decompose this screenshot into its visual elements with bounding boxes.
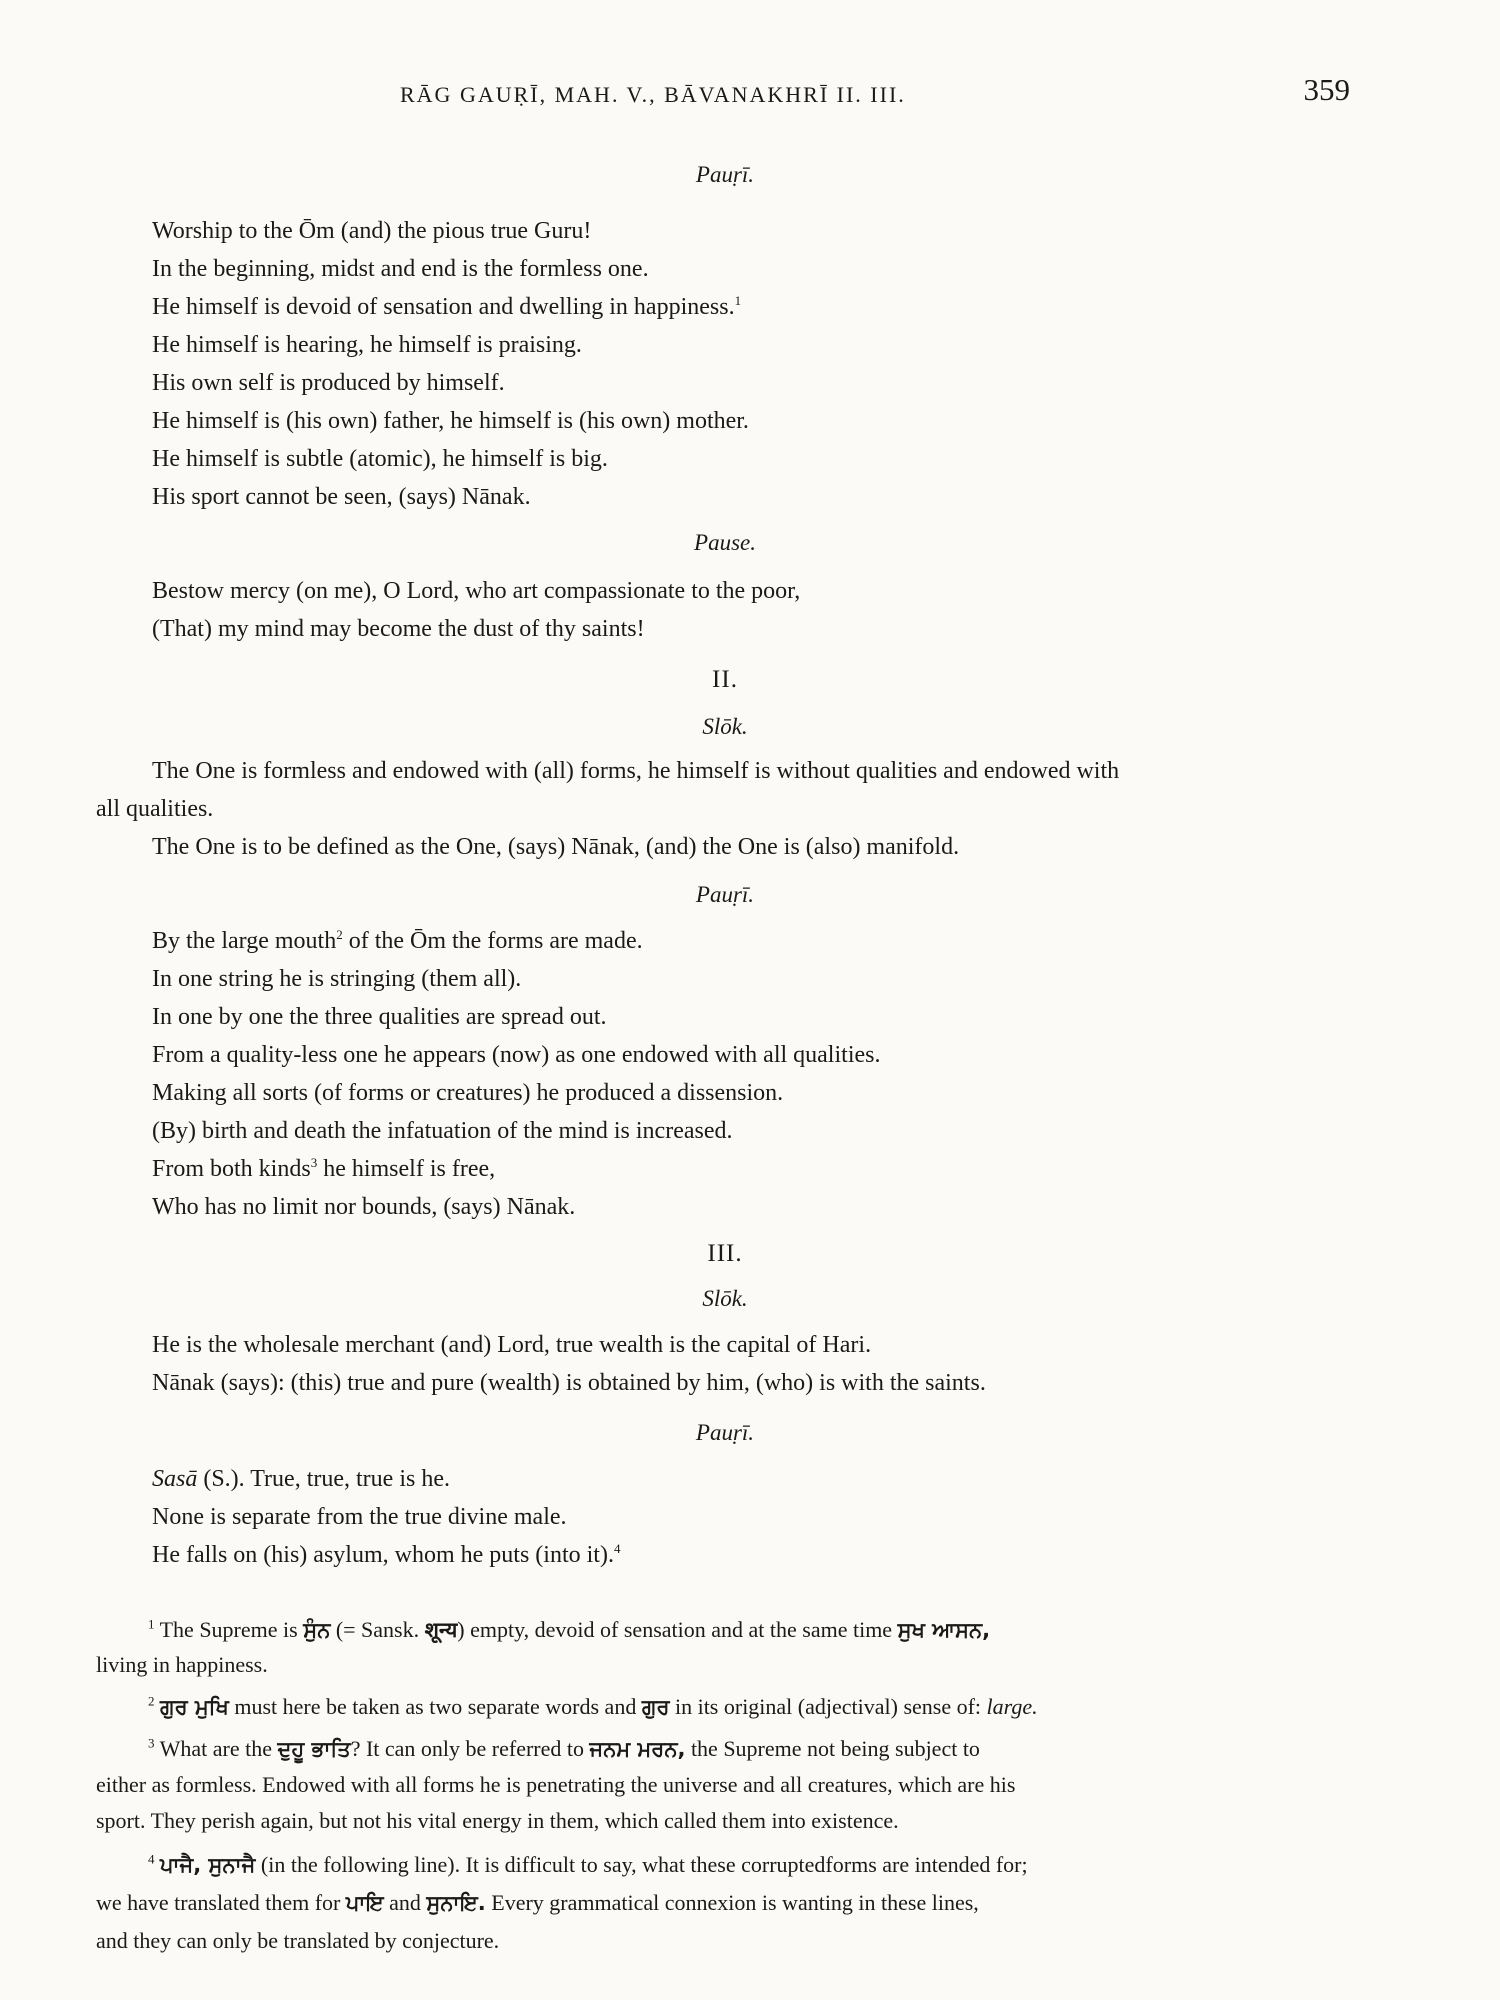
footnote-ref: 2	[336, 927, 343, 942]
footnote-4	[148, 1852, 1028, 1878]
slok-text: Nānak (says): (this) true and pure (wealth) is obtained by him, (who) is with the saints.	[152, 1370, 986, 1396]
footnote-text: the Supreme not being subject to	[685, 1736, 980, 1761]
footnote-text: The Supreme is	[159, 1617, 304, 1642]
gurmukhi-word: ਗੁਰ	[641, 1695, 670, 1719]
verse-line: He himself is subtle (atomic), he himself is big.	[152, 446, 608, 472]
slok-text: The One is to be defined as the One, (says) Nānak, (and) the One is (also) manifold.	[152, 834, 960, 860]
gurmukhi-word: ਸੁਨਾਇ.	[426, 1891, 486, 1915]
footnote-1	[148, 1616, 990, 1644]
verse-line	[152, 1156, 495, 1183]
footnote-text: ? It can only be referred to	[350, 1736, 590, 1761]
footnote-ref: 3	[310, 1155, 318, 1170]
footnote-text: (= Sansk.	[330, 1617, 425, 1642]
slok-text: He is the wholesale merchant (and) Lord, true wealth is the capital of Hari.	[152, 1332, 872, 1358]
verse-text: From both kinds	[152, 1156, 311, 1182]
slok-text: all qualities.	[96, 796, 214, 822]
section-number: II.	[712, 666, 738, 693]
verse-line: His sport cannot be seen, (says) Nānak.	[152, 484, 531, 510]
section-number: III.	[707, 1240, 743, 1267]
footnote-mark: 1	[148, 1616, 155, 1632]
verse-line: Who has no limit nor bounds, (says) Nānak.	[152, 1194, 576, 1220]
verse-line: Making all sorts (of forms or creatures) he produced a dissension.	[152, 1080, 784, 1106]
pause-heading: Pause.	[694, 530, 756, 555]
footnote-text: ) empty, devoid of sensation and at the same time	[457, 1617, 898, 1642]
gurmukhi-word: ਪਾਜੈ, ਸੁਨਾਜੈ	[160, 1853, 256, 1877]
slok-heading: Slōk.	[702, 1286, 748, 1311]
footnote-text: (in the following line). It is difficult to say, what these corruptedforms are intended for;	[255, 1852, 1028, 1877]
footnote-text: must here be taken as two separate words and	[228, 1694, 642, 1719]
footnote-3	[148, 1736, 980, 1762]
verse-line	[152, 1466, 450, 1493]
verse-line: In the beginning, midst and end is the formless one.	[152, 256, 649, 282]
verse-text: (S.). True, true, true is he.	[197, 1466, 450, 1492]
verse-text-italic: Sasā	[152, 1466, 198, 1492]
verse-line	[152, 1542, 620, 1569]
verse-line	[152, 928, 643, 955]
footnote-text: sport. They perish again, but not his vital energy in them, which called them into existence.	[96, 1808, 899, 1833]
footnote-ref: 1	[734, 293, 742, 308]
footnote-italic: large.	[986, 1694, 1038, 1719]
pauri-heading: Pauṛī.	[695, 882, 755, 907]
footnote-mark: 4	[148, 1851, 155, 1867]
footnote-mark: 3	[148, 1735, 155, 1751]
verse-line: (By) birth and death the infatuation of the mind is increased.	[152, 1118, 733, 1144]
verse-text: of the Ōm the forms are made.	[342, 928, 643, 954]
gurmukhi-word: ਗੁਰ ਮੁਖਿ	[160, 1695, 229, 1719]
verse-line: In one string he is stringing (them all).	[152, 966, 522, 992]
gurmukhi-word: ਪਾਇ	[345, 1891, 384, 1915]
verse-line: From a quality-less one he appears (now) as one endowed with all qualities.	[152, 1042, 881, 1068]
verse-line: Worship to the Ōm (and) the pious true Guru!	[152, 218, 592, 244]
footnote-text: either as formless. Endowed with all forms he is penetrating the universe and all creatures, which are his	[96, 1772, 1016, 1797]
footnote-text: What are the	[159, 1736, 278, 1761]
footnote-ref: 4	[613, 1541, 621, 1556]
verse-line	[152, 294, 741, 321]
footnote-mark: 2	[148, 1693, 155, 1709]
verse-text: By the large mouth	[152, 928, 337, 954]
verse-line: His own self is produced by himself.	[152, 370, 505, 396]
footnote-2	[148, 1694, 1038, 1720]
footnote-text: and	[383, 1890, 427, 1915]
footnote-text: living in happiness.	[96, 1652, 268, 1677]
verse-line: (That) my mind may become the dust of thy saints!	[152, 616, 645, 642]
footnote-text: and they can only be translated by conjecture.	[96, 1928, 500, 1953]
gurmukhi-word: ਦੁਹੂ ਭਾਤਿ	[277, 1737, 351, 1761]
verse-line: He himself is hearing, he himself is praising.	[152, 332, 582, 358]
slok-heading: Slōk.	[702, 714, 748, 739]
footnote-text: in its original (adjectival) sense of:	[669, 1694, 987, 1719]
gurmukhi-word: ਸੁੰਨ	[303, 1618, 331, 1642]
verse-text: he himself is free,	[317, 1156, 496, 1182]
running-title: RĀG GAUṚĪ, MAH. V., BĀVANAKHRĪ II. III.	[400, 82, 906, 107]
footnote-line	[96, 1890, 979, 1916]
pauri-heading: Pauṛī.	[695, 162, 755, 187]
gurmukhi-word: ਜਨਮ ਮਰਨ,	[589, 1737, 686, 1761]
verse-line: In one by one the three qualities are spread out.	[152, 1004, 607, 1030]
verse-text: He falls on (his) asylum, whom he puts (into it).	[152, 1542, 614, 1568]
footnote-text: we have translated them for	[96, 1890, 346, 1915]
verse-line: None is separate from the true divine male.	[152, 1504, 567, 1530]
slok-text: The One is formless and endowed with (all) forms, he himself is without qualities and endowed with	[152, 758, 1120, 784]
verse-line: He himself is (his own) father, he himself is (his own) mother.	[152, 408, 749, 434]
footnote-text: Every grammatical connexion is wanting in these lines,	[485, 1890, 979, 1915]
page-number: 359	[1303, 72, 1350, 107]
verse-line: Bestow mercy (on me), O Lord, who art compassionate to the poor,	[152, 578, 801, 604]
devanagari-word: शून्य	[424, 1618, 458, 1642]
gurmukhi-word: ਸੁਖ ਆਸਨ,	[897, 1618, 991, 1642]
pauri-heading: Pauṛī.	[695, 1420, 755, 1445]
verse-text: He himself is devoid of sensation and dwelling in happiness.	[152, 294, 735, 320]
